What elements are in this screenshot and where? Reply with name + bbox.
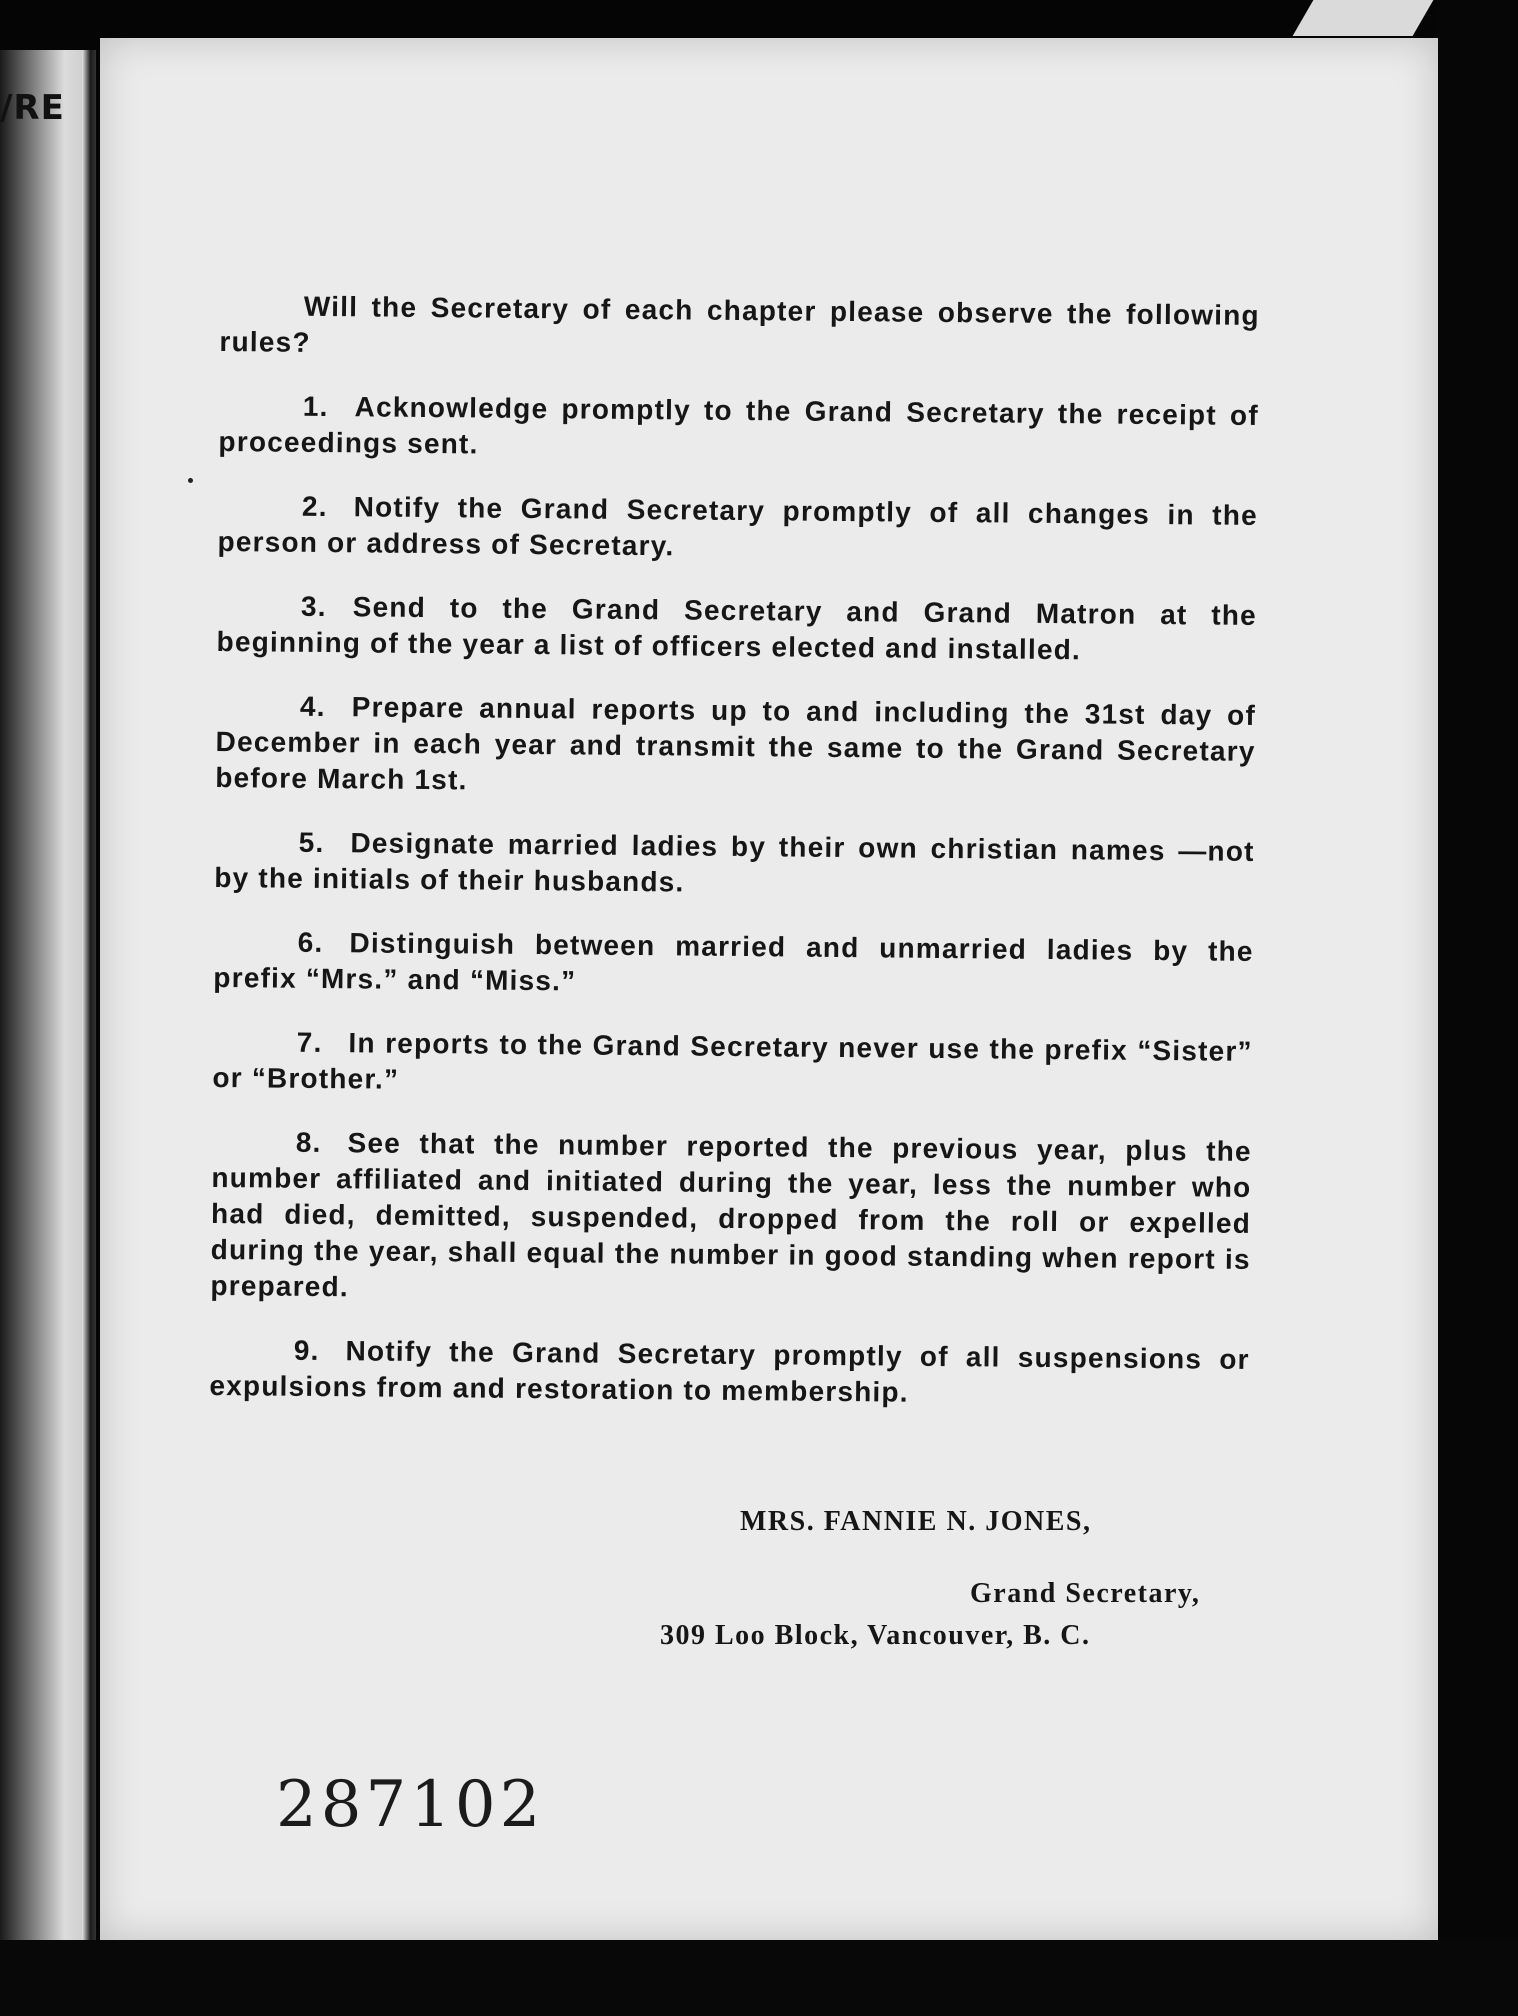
rule-number: 2. [301, 490, 328, 523]
rule-text: Prepare annual reports up to and including the 31st day of December in each year and transmit the same to the Grand Secretary before March 1st. [215, 691, 1257, 796]
signatory-name: MRS. FANNIE N. JONES, [740, 1506, 1092, 1537]
signatory-title: Grand Secretary, [970, 1578, 1201, 1609]
rules-text-block [209, 288, 1260, 1442]
rule-item [215, 688, 1256, 806]
signatory-address: 309 Loo Block, Vancouver, B. C. [660, 1620, 1091, 1651]
rule-number: 1. [302, 390, 329, 423]
rule-item [217, 488, 1258, 570]
rule-number: 4. [299, 690, 326, 723]
rule-text: In reports to the Grand Secretary never use the prefix “Sister” or “Brother.” [212, 1027, 1253, 1095]
rule-number: 7. [296, 1026, 323, 1059]
adjacent-page-strip [0, 50, 92, 1940]
rule-item [212, 1024, 1253, 1106]
rule-text: Acknowledge promptly to the Grand Secretary the receipt of proceedings sent. [218, 391, 1259, 460]
scan-border-right [1438, 0, 1518, 2016]
rule-item [216, 588, 1257, 670]
margin-note: /RE [0, 88, 65, 128]
rule-item [218, 388, 1259, 470]
rule-number: 9. [293, 1334, 320, 1367]
rule-item [213, 924, 1254, 1006]
scan-glare [1293, 0, 1434, 36]
intro-paragraph: Will the Secretary of each chapter please observe the following rules? [219, 290, 1260, 358]
rule-number: 6. [297, 926, 324, 959]
rule-number: 3. [300, 590, 327, 623]
rule-item [210, 1124, 1252, 1314]
rule-text: See that the number reported the previous year, plus the number affiliated and initiated during the year, less the number who had died, demitted, suspended, dropped from the roll or expelled during the year, shall equal the number in good standing when report is prepared. [210, 1127, 1252, 1303]
document-page [100, 38, 1438, 1940]
page-binding-edge [82, 50, 96, 1940]
rule-text: Notify the Grand Secretary promptly of all suspensions or expulsions from and restoration to membership. [209, 1335, 1250, 1408]
scan-speck [188, 478, 193, 483]
rule-text: Notify the Grand Secretary promptly of all changes in the person or address of Secretary. [217, 491, 1259, 562]
rule-item [214, 824, 1255, 906]
rule-text: Distinguish between married and unmarried ladies by the prefix “Mrs.” and “Miss.” [213, 927, 1254, 997]
rule-item [209, 1332, 1250, 1414]
rule-text: Send to the Grand Secretary and Grand Matron at the beginning of the year a list of officers elected and installed. [216, 591, 1258, 666]
scan-border-bottom [0, 1940, 1518, 2016]
stamped-number: 287102 [276, 1768, 545, 1842]
rule-number: 5. [298, 826, 325, 859]
rule-text: Designate married ladies by their own christian names —not by the initials of their husbands. [214, 827, 1255, 898]
rule-number: 8. [295, 1126, 322, 1159]
